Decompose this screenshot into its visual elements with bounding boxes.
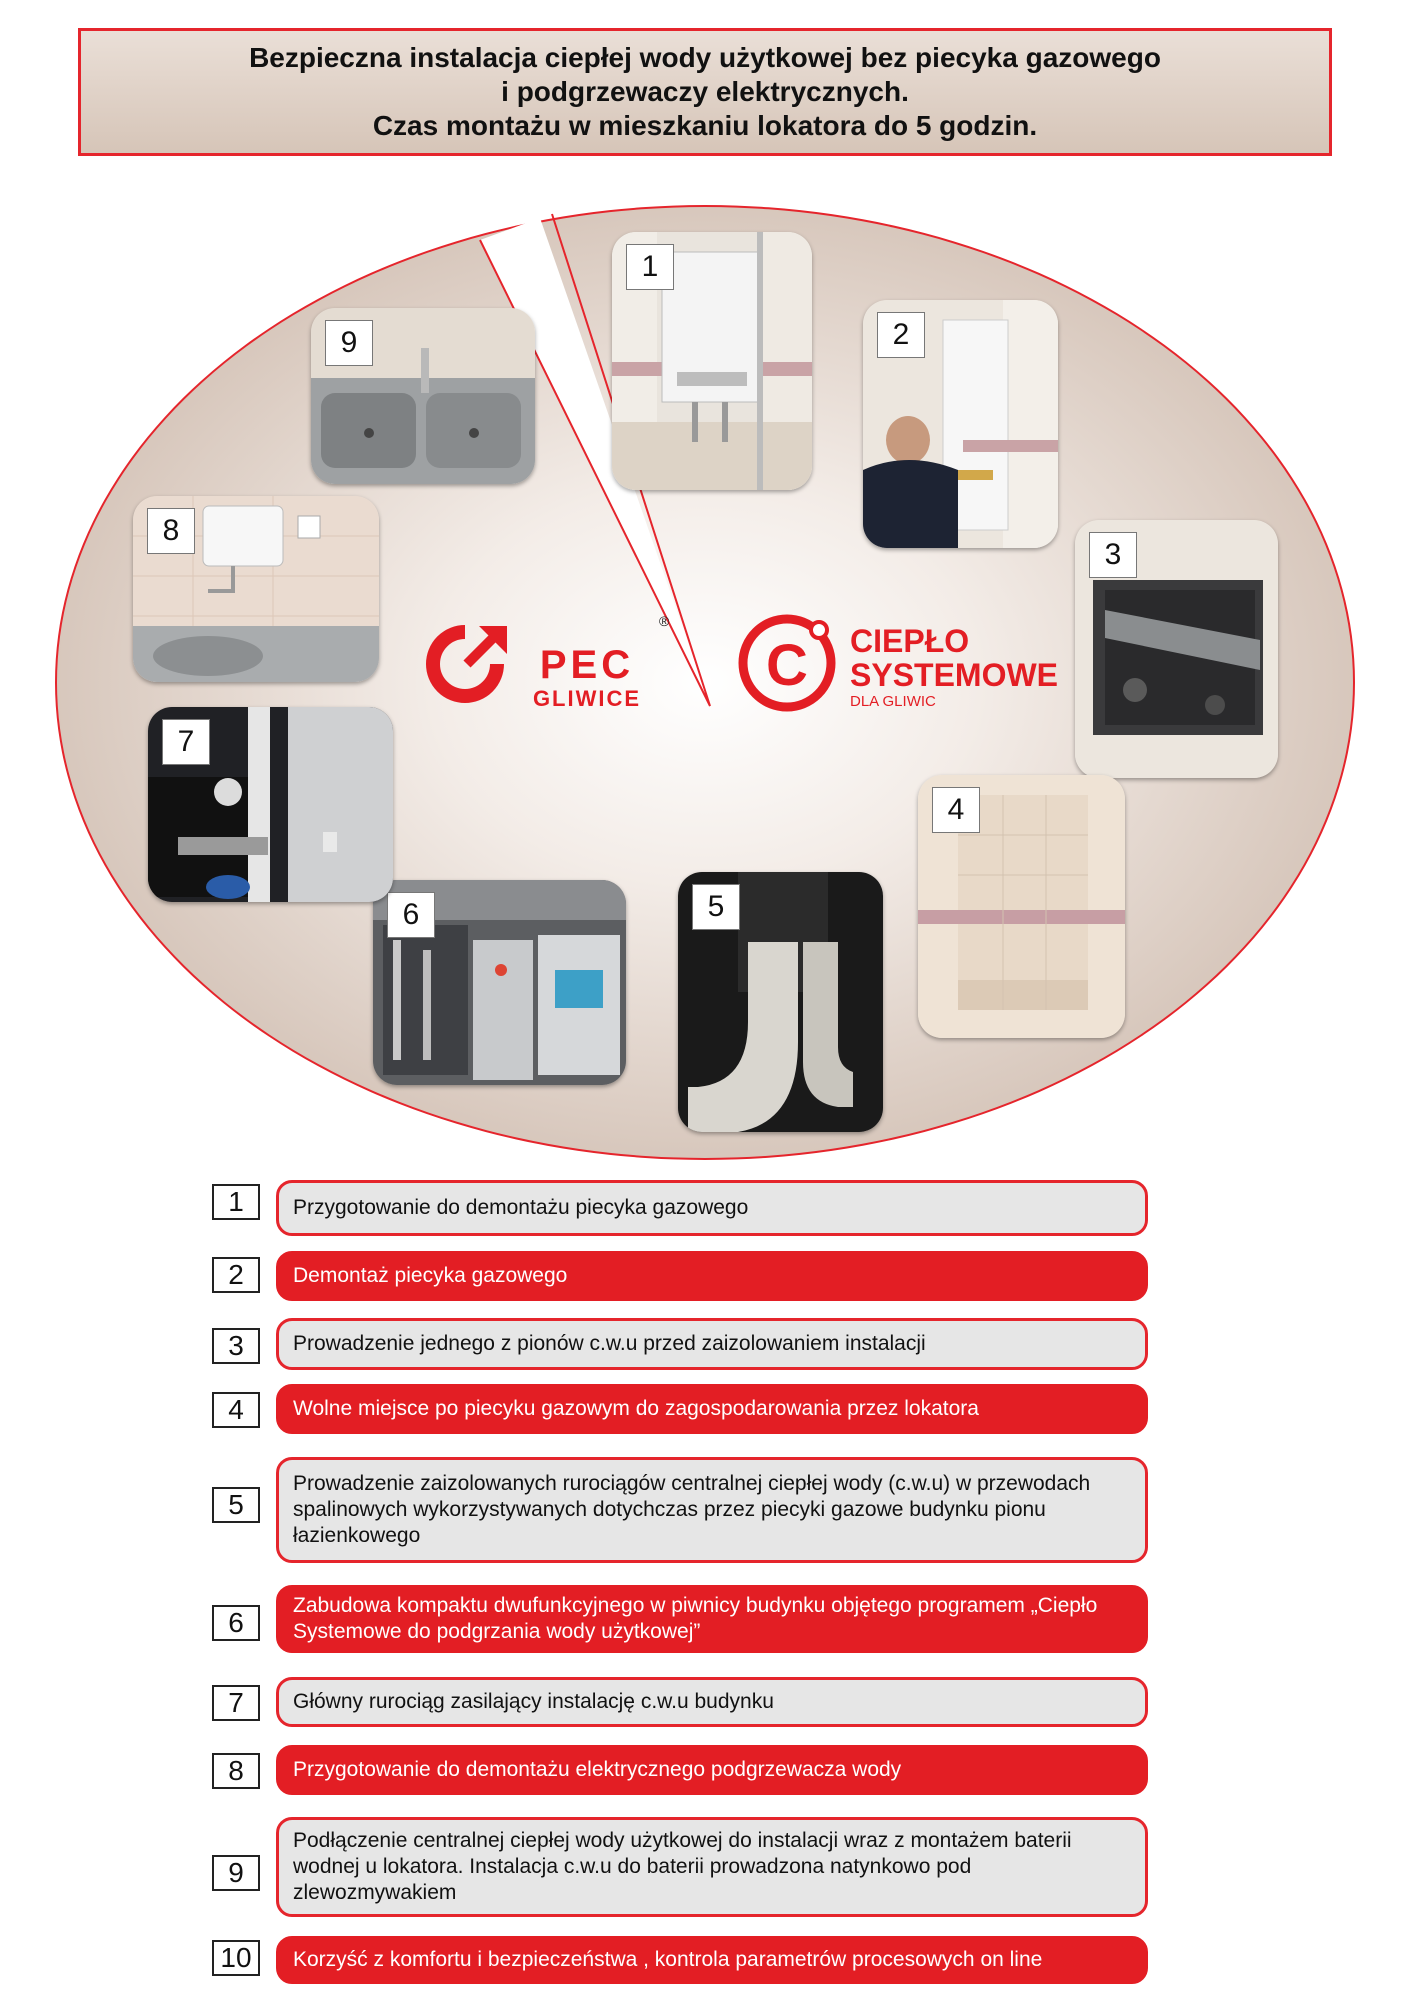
step-description: Demontaż piecyka gazowego [276,1251,1148,1301]
svg-text:GLIWICE: GLIWICE [532,686,642,711]
header-line-1: Bezpieczna instalacja ciepłej wody użytkowej bez piecyka gazowego [249,42,1161,73]
step-description: Przygotowanie do demontażu elektrycznego podgrzewacza wody [276,1745,1148,1795]
photo-number: 4 [932,787,980,833]
photo-number: 9 [325,320,373,366]
photo-number: 6 [387,892,435,938]
step-description: Zabudowa kompaktu dwufunkcyjnego w piwnicy budynku objętego programem „Ciepło Systemowe do podgrzania wody użytkowej” [276,1585,1148,1653]
step-number: 6 [212,1605,260,1641]
step-description: Prowadzenie jednego z pionów c.w.u przed zaizolowaniem instalacji [276,1318,1148,1370]
photo-number: 8 [147,508,195,554]
photo-number: 1 [626,244,674,290]
step-number: 2 [212,1257,260,1293]
step-number: 8 [212,1753,260,1789]
photo-8-electric-heater [133,496,379,682]
svg-text:PEC: PEC [539,643,635,687]
step-number: 10 [212,1940,260,1976]
svg-text:C: C [766,633,808,698]
photo-2-dismantling [863,300,1058,548]
step-description: Wolne miejsce po piecyku gazowym do zagospodarowania przez lokatora [276,1384,1148,1434]
step-number: 1 [212,1184,260,1220]
photo-5-insulated-pipes [678,872,883,1132]
step-description: Przygotowanie do demontażu piecyka gazowego [276,1180,1148,1236]
header-line-3: Czas montażu w mieszkaniu lokatora do 5 godzin. [372,110,1038,141]
photo-1-gas-heater [612,232,812,490]
step-number: 7 [212,1685,260,1721]
step-description: Korzyść z komfortu i bezpieczeństwa , kontrola parametrów procesowych on line [276,1936,1148,1984]
svg-text:®: ® [659,613,670,629]
photo-7-main-pipeline [148,707,393,902]
step-description: Główny rurociąg zasilający instalację c.w.u budynku [276,1677,1148,1727]
step-description: Prowadzenie zaizolowanych rurociągów centralnej ciepłej wody (c.w.u) w przewodach spalinowych wykorzystywanych dotychczas przez piecyki gazowe budynku pionu łazienkowego [276,1457,1148,1563]
step-description: Podłączenie centralnej ciepłej wody użytkowej do instalacji wraz z montażem baterii wodnej u lokatora. Instalacja c.w.u do baterii prowadzona natynkowo pod zlewozmywakiem [276,1817,1148,1917]
svg-text:DLA GLIWIC: DLA GLIWIC [850,693,936,710]
svg-text:SYSTEMOWE: SYSTEMOWE [850,657,1059,693]
photo-number: 7 [162,719,210,765]
photo-9-sink [311,308,535,484]
step-number: 4 [212,1392,260,1428]
photo-number: 2 [877,312,925,358]
pec-gliwice-logo [415,612,670,712]
step-number: 5 [212,1487,260,1523]
photo-4-free-space [918,775,1125,1038]
header-line-2: i podgrzewaczy elektrycznych. [501,76,909,107]
step-number: 3 [212,1328,260,1364]
cieplo-systemowe-logo [735,610,1065,716]
step-number: 9 [212,1855,260,1891]
photo-number: 5 [692,884,740,930]
svg-text:CIEPŁO: CIEPŁO [850,623,970,659]
photo-3-riser-pipe [1075,520,1278,778]
photo-6-compact-unit [373,880,626,1085]
photo-number: 3 [1089,532,1137,578]
